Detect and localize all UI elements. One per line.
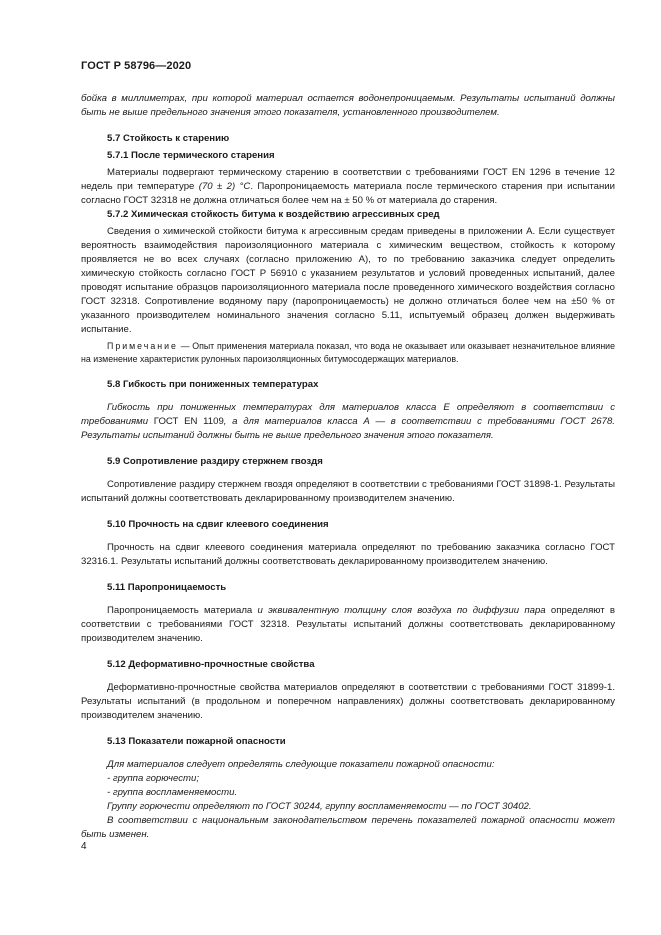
section-5-7-1-text-a: Материалы подвергают термическому старению в соответствии с требованиями ГОСТ EN 1296 в течение 12 недель при температуре: [81, 167, 615, 192]
section-5-7-1-text-b: . Паропроницаемость материала после термического старения при испытании согласно ГОСТ 32318 не должна отличаться более чем на ± 50 % от материала до старения.: [81, 181, 615, 206]
section-5-9-title: 5.9 Сопротивление раздиру стержнем гвоздя: [107, 456, 323, 467]
list-item: - группа воспламеняемости.: [107, 787, 238, 798]
temperature-value: (70 ± 2) °С: [198, 181, 251, 192]
section-5-13-groups: Группу горючести определяют по ГОСТ 30244, группу воспламеняемости — по ГОСТ 30402.: [107, 801, 532, 812]
section-5-13-intro: Для материалов следует определять следующие показатели пожарной опасности:: [107, 759, 495, 770]
document-header: ГОСТ Р 58796—2020: [81, 60, 192, 72]
section-5-13-law: В соответствии с национальным законодательством перечень показателей пожарной опасности может быть изменен.: [81, 815, 615, 840]
section-5-13-title: 5.13 Показатели пожарной опасности: [107, 736, 286, 747]
section-5-10-title: 5.10 Прочность на сдвиг клеевого соединения: [107, 519, 329, 530]
section-5-7-title: 5.7 Стойкость к старению: [107, 133, 230, 144]
section-5-7-2-text: Сведения о химической стойкости битума к агрессивным средам приведены в приложении А. Если существует вероятность взаимодействия пароизоляционного материала с химическим веществом, стойкость к которому проявляется не во всех случаях (согласно приложению А), то по требованию заказчика следует определить химическую стойкость согласно ГОСТ Р 56910 с указанием результатов и условий проведенных испытаний, далее проводят испытание образцов пароизоляционного материала после проведенного химического воздействия согласно ГОСТ 32318. Сопротивление водяному пару (паропроницаемость) не должно отличаться более чем на ±50 % от указанного производителем номинального значения согласно 5.11, испытуемый образец должен выдерживать испытание.: [81, 226, 615, 335]
section-5-12-text: Деформативно-прочностные свойства материалов определяют в соответствии с требованиями ГОСТ 31899-1. Результаты испытаний (в продольном и поперечном направлениях) должны соответствовать декларированному производителем значению.: [81, 682, 615, 721]
section-5-8-text: [81, 401, 615, 443]
note-paragraph: [81, 340, 615, 366]
section-5-8-text-b: , а для материалов класса А — в соответствии с требованиями ГОСТ 2678. Результаты испытаний должны быть не выше предельного значения этого показателя.: [81, 416, 615, 441]
section-5-8-text-a: Гибкость при пониженных температурах для материалов класса Е определяют в соответствии с требованиями: [81, 402, 615, 427]
section-5-10-text: Прочность на сдвиг клеевого соединения материала определяют по требованию заказчика согласно ГОСТ 32316.1. Результаты испытаний должны соответствовать декларированному производителем значению.: [81, 542, 615, 567]
section-5-11-text: [81, 604, 615, 646]
intro-paragraph: бойка в миллиметрах, при которой материал остается водонепроницаемым. Результаты испытаний должны быть не выше предельного значения этого показателя, установленного производителем.: [81, 93, 615, 118]
section-5-11-text-b: определяют в соответствии с требованиями ГОСТ 32318. Результаты испытаний должны соответствовать декларированному производителем значению.: [81, 605, 615, 644]
section-5-11-text-italic: и эквивалентную толщину слоя воздуха по диффузии пара: [257, 605, 546, 616]
section-5-8-standard: ГОСТ EN 1109: [153, 416, 224, 427]
section-5-7-1-text: [81, 166, 615, 208]
section-5-7-1-title: 5.7.1 После термического старения: [107, 150, 275, 161]
section-5-7-2-title: 5.7.2 Химическая стойкость битума к воздействию агрессивных сред: [107, 209, 440, 220]
section-5-8-title: 5.8 Гибкость при пониженных температурах: [107, 379, 319, 390]
list-item: - группа горючести;: [107, 773, 200, 784]
section-5-9-text: Сопротивление раздиру стержнем гвоздя определяют в соответствии с требованиями ГОСТ 31898-1. Результаты испытаний должны соответствовать декларированному производителем значению.: [81, 479, 615, 504]
note-label: Примечание: [107, 341, 178, 351]
page-number: 4: [81, 841, 87, 852]
document-body: [81, 92, 615, 842]
section-5-11-text-a: Паропроницаемость материала: [107, 605, 258, 616]
note-text: — Опыт применения материала показал, что вода не оказывает или оказывает незначительное влияние на изменение характеристик рулонных пароизоляционных битумосодержащих материалов.: [81, 341, 615, 364]
section-5-12-title: 5.12 Деформативно-прочностные свойства: [107, 659, 315, 670]
section-5-11-title: 5.11 Паропроницаемость: [107, 582, 227, 593]
